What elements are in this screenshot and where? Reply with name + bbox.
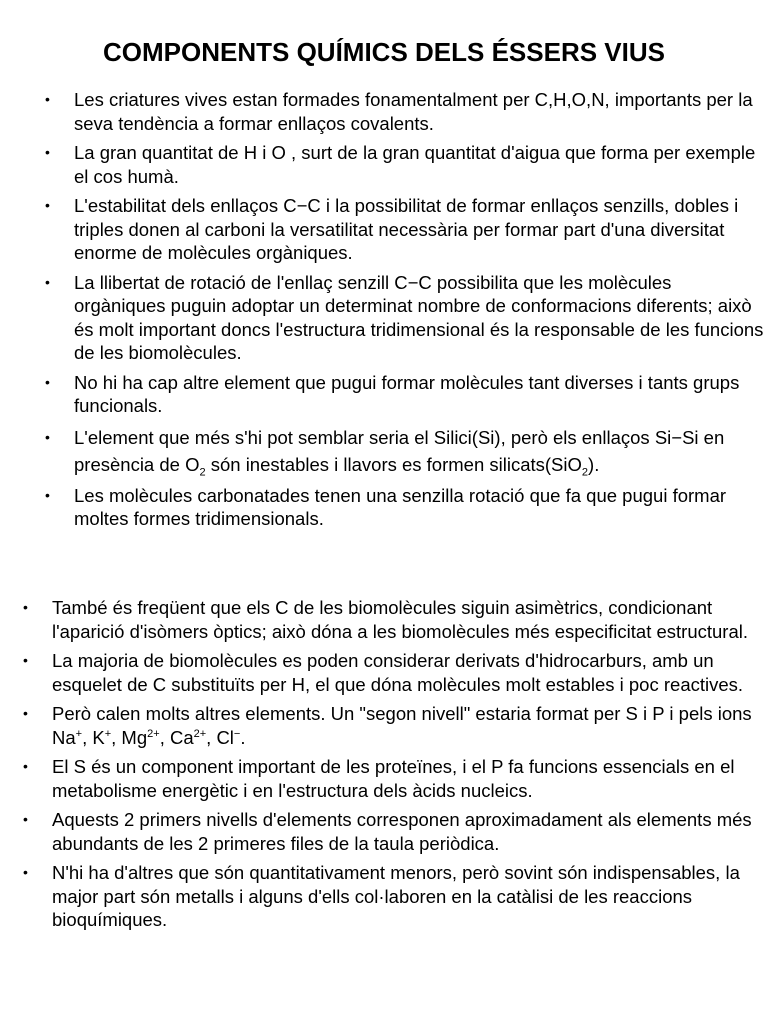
list-item-text: No hi ha cap altre element que pugui formar molècules tant diverses i tants grups funcionals. (74, 371, 740, 416)
list-item-text: La gran quantitat de H i O , surt de la gran quantitat d'aigua que forma per exemple el cos humà. (74, 142, 756, 187)
list-item (23, 755, 766, 802)
list-item (45, 141, 764, 188)
bullet-icon: • (23, 758, 28, 774)
bullet-icon: • (45, 273, 50, 290)
list-item (45, 88, 764, 135)
bullet-icon: • (23, 811, 28, 827)
list-item-text: N'hi ha d'altres que són quantitativament menors, però sovint són indispensables, la major part són metalls i alguns d'ells col·laboren en la catàlisi de les reaccions bioquímiques. (52, 862, 740, 930)
list-item (45, 484, 764, 531)
list-item-text: Les molècules carbonatades tenen una senzilla rotació que fa que pugui formar moltes formes tridimensionals. (74, 484, 727, 529)
list-item (45, 194, 764, 265)
list-item-text: L'estabilitat dels enllaços C−C i la possibilitat de formar enllaços senzills, dobles i triples donen al carboni la versatilitat necessària per formar part d'una diversitat enorme de molècules orgàniques. (74, 195, 739, 263)
list-item-text: També és freqüent que els C de les biomolècules siguin asimètrics, condicionant l'aparició d'isòmers òptics; això dóna a les biomolècules més especificitat estructural. (52, 597, 748, 642)
list-item-text: El S és un component important de les proteïnes, i el P fa funcions essencials en el metabolisme energètic i en l'estructura dels àcids nucleics. (52, 756, 735, 801)
bullet-icon: • (45, 428, 50, 445)
list-item (23, 702, 766, 749)
bullet-icon: • (23, 652, 28, 668)
list-item (23, 596, 766, 643)
bullet-icon: • (23, 705, 28, 721)
list-item-text: Però calen molts altres elements. Un "segon nivell" estaria format per S i P i pels ions Na+, K+, $Mg^{2+}$, $Ca^{2+}$, Cl−. (52, 703, 752, 748)
bullet-icon: • (45, 373, 50, 390)
list-item (23, 808, 766, 855)
bullet-icon: • (23, 599, 28, 615)
list-item-text: La llibertat de rotació de l'enllaç senzill C−C possibilita que les molècules orgàniques puguin adoptar un determinat nombre de conformacions diferents; això és molt important doncs l'estructura tridimensional és la responsable de les funcions de les biomolècules. (74, 271, 764, 363)
list-item-text: La majoria de biomolècules es poden considerar derivats d'hidrocarburs, amb un esquelet de C substituïts per H, el que dóna molècules molt estables i poc reactives. (52, 650, 744, 695)
bullet-icon: • (45, 486, 50, 503)
bullet-icon: • (45, 91, 50, 107)
list-item (23, 649, 766, 696)
list-item-text: Les criatures vives estan formades fonamentalment per C,H,O,N, importants per la seva tendència a formar enllaços covalents. (74, 89, 753, 134)
bullet-icon: • (23, 864, 28, 880)
list-item (45, 371, 764, 418)
list-item (45, 271, 764, 365)
bullet-list-upper (45, 88, 764, 537)
list-item-text: L'element que més s'hi pot semblar seria el Silici(Si), però els enllaços Si−Si en presència de $O_2$ són inestables i llavors es formen silicats(SiO$_2$). (74, 426, 725, 479)
bullet-list-lower (23, 596, 766, 938)
bullet-icon: • (45, 144, 50, 160)
list-item (23, 861, 766, 932)
list-item (45, 424, 764, 479)
list-item-text: Aquests 2 primers nivells d'elements corresponen aproximadament als elements més abundants de les 2 primeres files de la taula periòdica. (52, 809, 752, 854)
page-title: COMPONENTS QUÍMICS DELS ÉSSERS VIUS (103, 37, 665, 67)
bullet-icon: • (45, 197, 50, 213)
